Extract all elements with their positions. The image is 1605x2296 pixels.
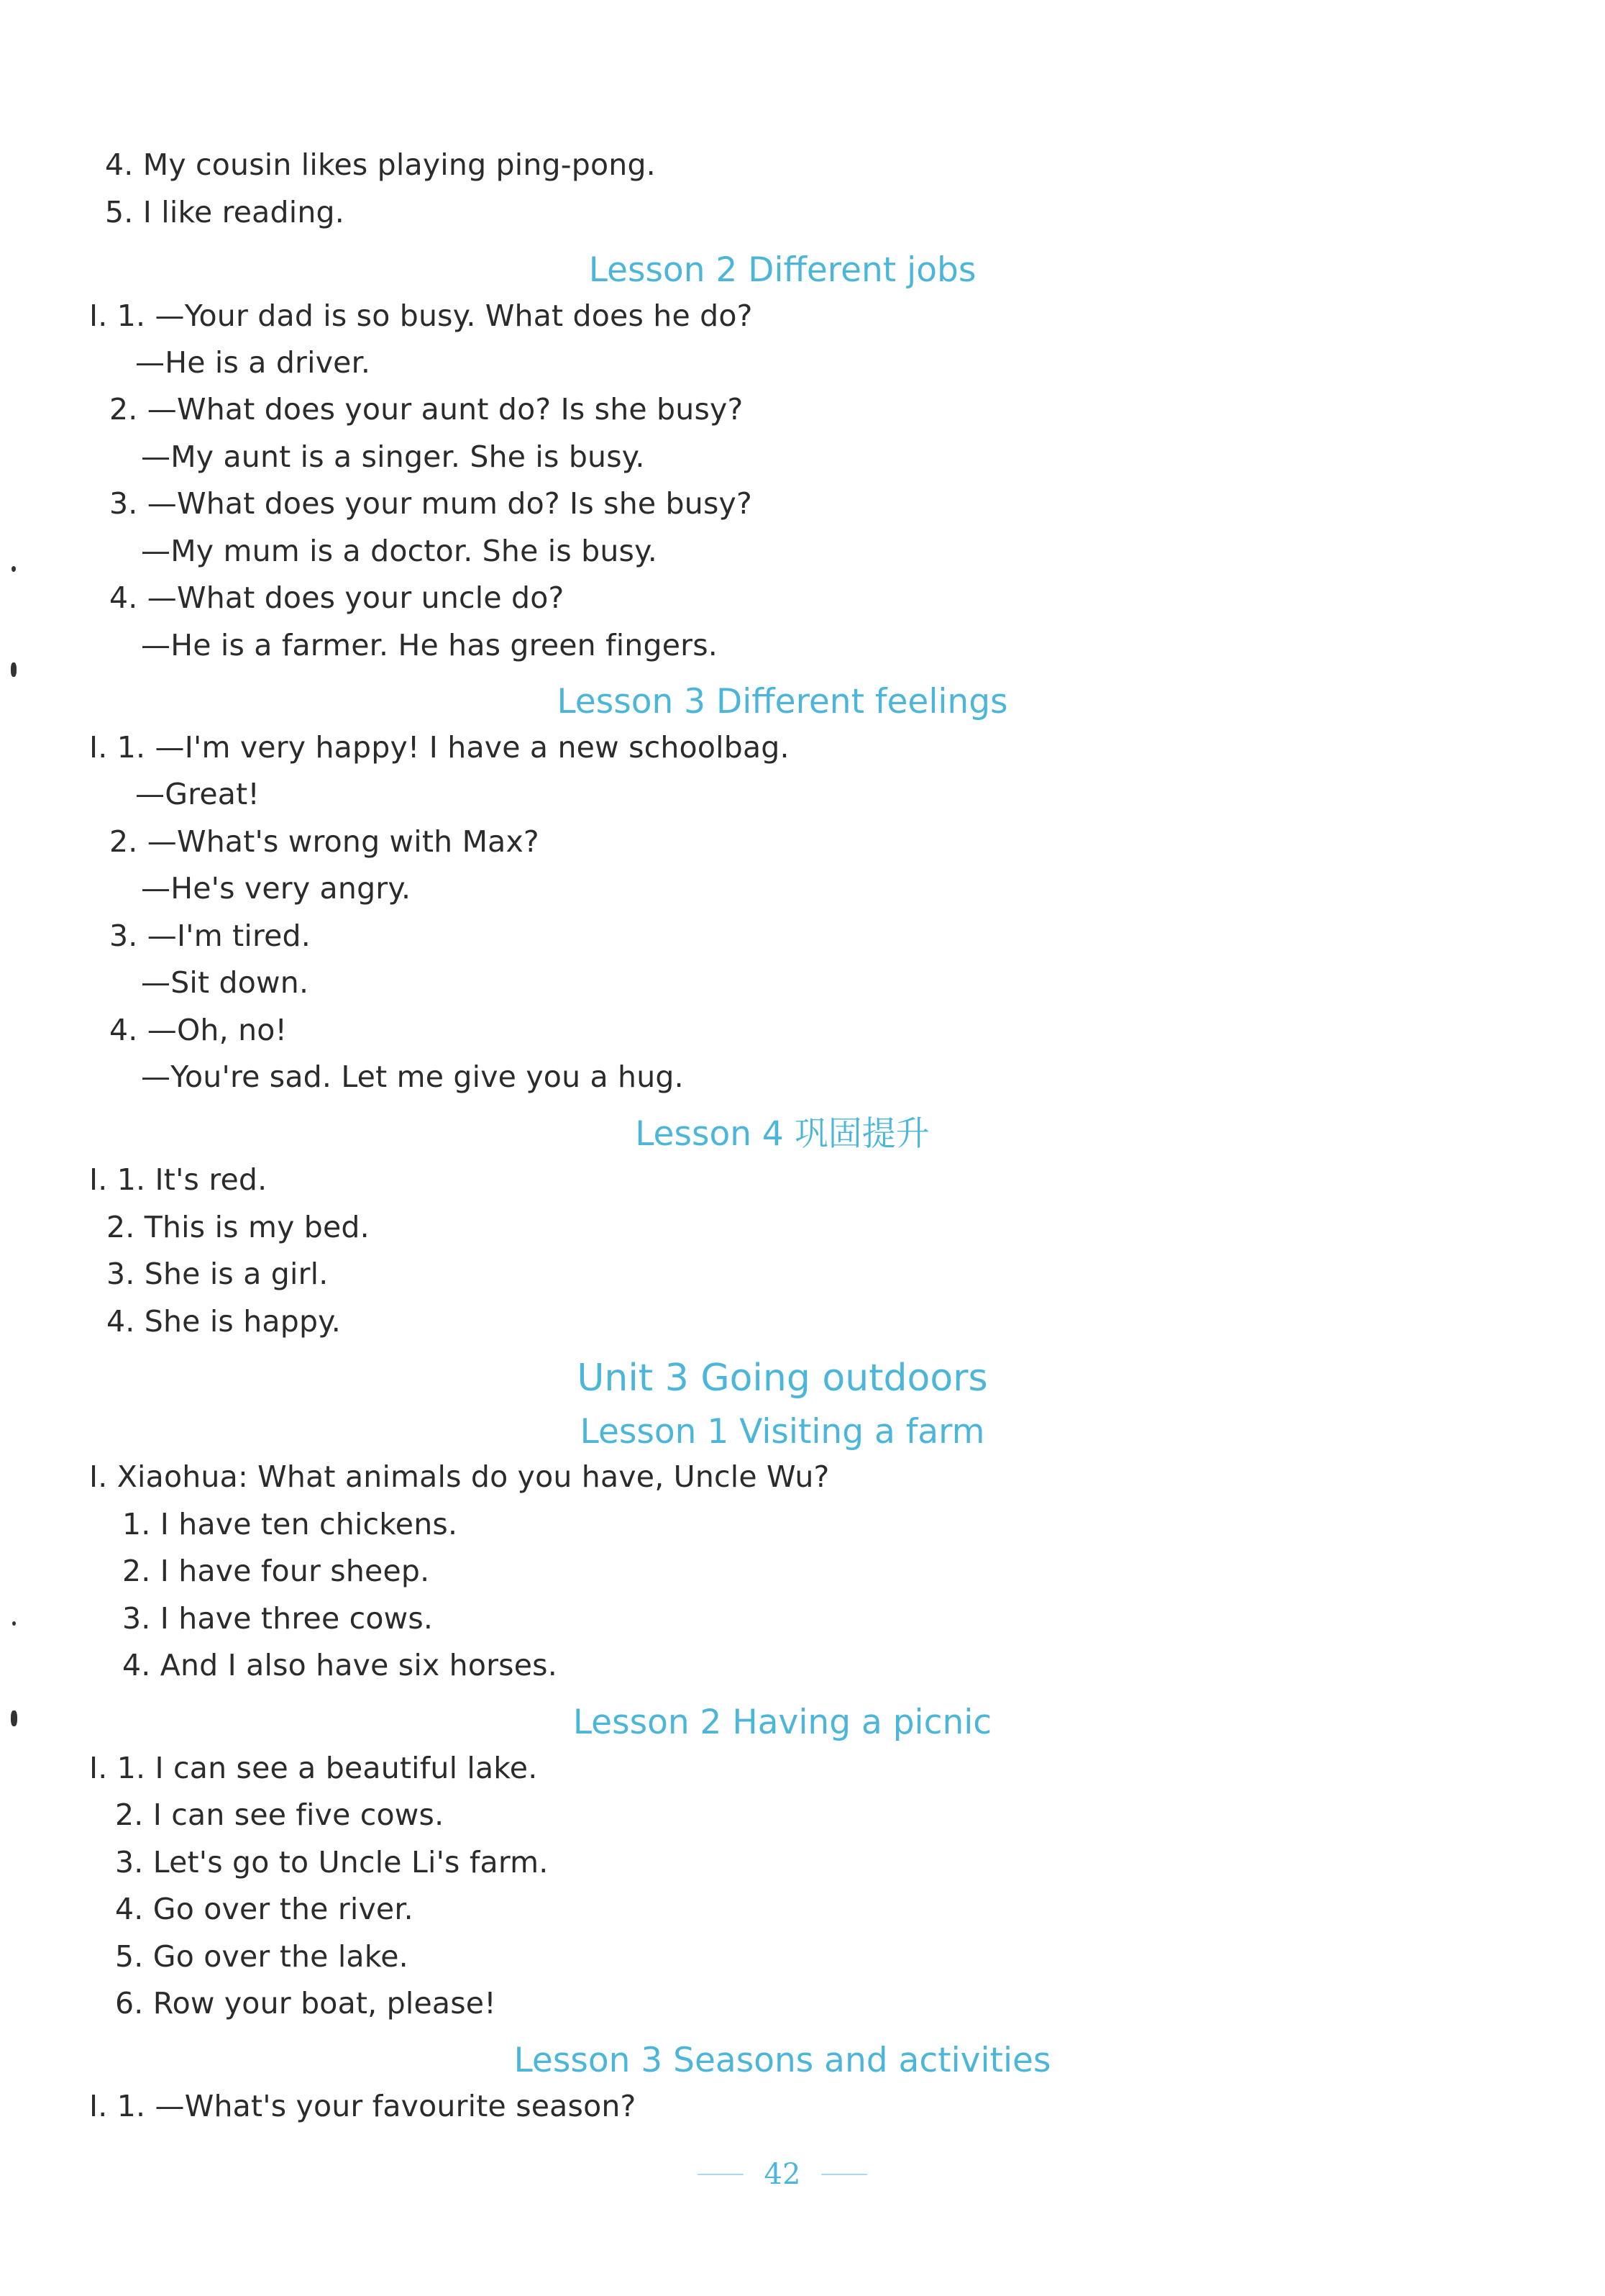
answer-line: —He is a farmer. He has green fingers. bbox=[141, 628, 718, 662]
answer-line: 6. Row your boat, please! bbox=[115, 1986, 496, 2021]
footer-rule-right bbox=[821, 2174, 867, 2175]
answer-line: 2. This is my bed. bbox=[106, 1210, 370, 1244]
scan-speck bbox=[11, 662, 17, 677]
answer-line: 2. —What does your aunt do? Is she busy? bbox=[109, 392, 744, 427]
answer-line: —Sit down. bbox=[141, 965, 309, 1000]
scan-speck bbox=[12, 1621, 16, 1626]
answer-line: 2. I can see five cows. bbox=[115, 1798, 444, 1832]
scan-speck bbox=[12, 566, 16, 572]
answer-line: 4. And I also have six horses. bbox=[122, 1648, 557, 1682]
answer-line: I. 1. I can see a beautiful lake. bbox=[89, 1751, 538, 1785]
unit-heading: Unit 3 Going outdoors bbox=[577, 1357, 988, 1400]
answer-line: 1. I have ten chickens. bbox=[122, 1507, 458, 1541]
answer-line: 5. I like reading. bbox=[105, 195, 344, 229]
lesson-heading: Lesson 4 巩固提升 bbox=[635, 1114, 930, 1154]
lesson-heading: Lesson 2 Different jobs bbox=[588, 250, 977, 290]
answer-line: I. 1. It's red. bbox=[89, 1162, 268, 1197]
answer-line: I. 1. —Your dad is so busy. What does he do? bbox=[89, 299, 753, 333]
answer-line: I. 1. —What's your favourite season? bbox=[89, 2089, 636, 2123]
answer-line: I. Xiaohua: What animals do you have, Uncle Wu? bbox=[89, 1459, 830, 1494]
answer-line: —Great! bbox=[135, 777, 260, 811]
answer-line: —My aunt is a singer. She is busy. bbox=[141, 439, 645, 474]
answer-line: 2. —What's wrong with Max? bbox=[109, 824, 539, 859]
page-number: 42 bbox=[764, 2158, 801, 2191]
answer-line: —My mum is a doctor. She is busy. bbox=[141, 534, 657, 568]
answer-line: 3. —I'm tired. bbox=[109, 919, 311, 953]
lesson-heading: Lesson 2 Having a picnic bbox=[572, 1703, 992, 1742]
page-footer bbox=[0, 2154, 1565, 2195]
answer-line: 4. My cousin likes playing ping-pong. bbox=[105, 147, 656, 182]
answer-line: 4. Go over the river. bbox=[115, 1892, 413, 1926]
scan-speck bbox=[11, 1710, 17, 1726]
answer-line: —You're sad. Let me give you a hug. bbox=[141, 1060, 684, 1094]
answer-line: 5. Go over the lake. bbox=[115, 1939, 408, 1974]
answer-line: 4. —What does your uncle do? bbox=[109, 580, 564, 615]
answer-line: 4. —Oh, no! bbox=[109, 1013, 288, 1047]
answer-line: —He's very angry. bbox=[141, 871, 411, 906]
answer-line: I. 1. —I'm very happy! I have a new schoolbag. bbox=[89, 730, 790, 765]
answer-line: 3. She is a girl. bbox=[106, 1257, 329, 1291]
lesson-heading: Lesson 1 Visiting a farm bbox=[580, 1412, 985, 1452]
answer-line: 3. I have three cows. bbox=[122, 1601, 434, 1636]
answer-line: 4. She is happy. bbox=[106, 1304, 342, 1339]
answer-line: 2. I have four sheep. bbox=[122, 1554, 430, 1588]
lesson-heading: Lesson 3 Seasons and activities bbox=[513, 2041, 1051, 2080]
answer-line: —He is a driver. bbox=[135, 345, 371, 380]
lesson-heading: Lesson 3 Different feelings bbox=[557, 682, 1008, 721]
answer-line: 3. Let's go to Uncle Li's farm. bbox=[115, 1845, 549, 1880]
answer-line: 3. —What does your mum do? Is she busy? bbox=[109, 486, 752, 521]
